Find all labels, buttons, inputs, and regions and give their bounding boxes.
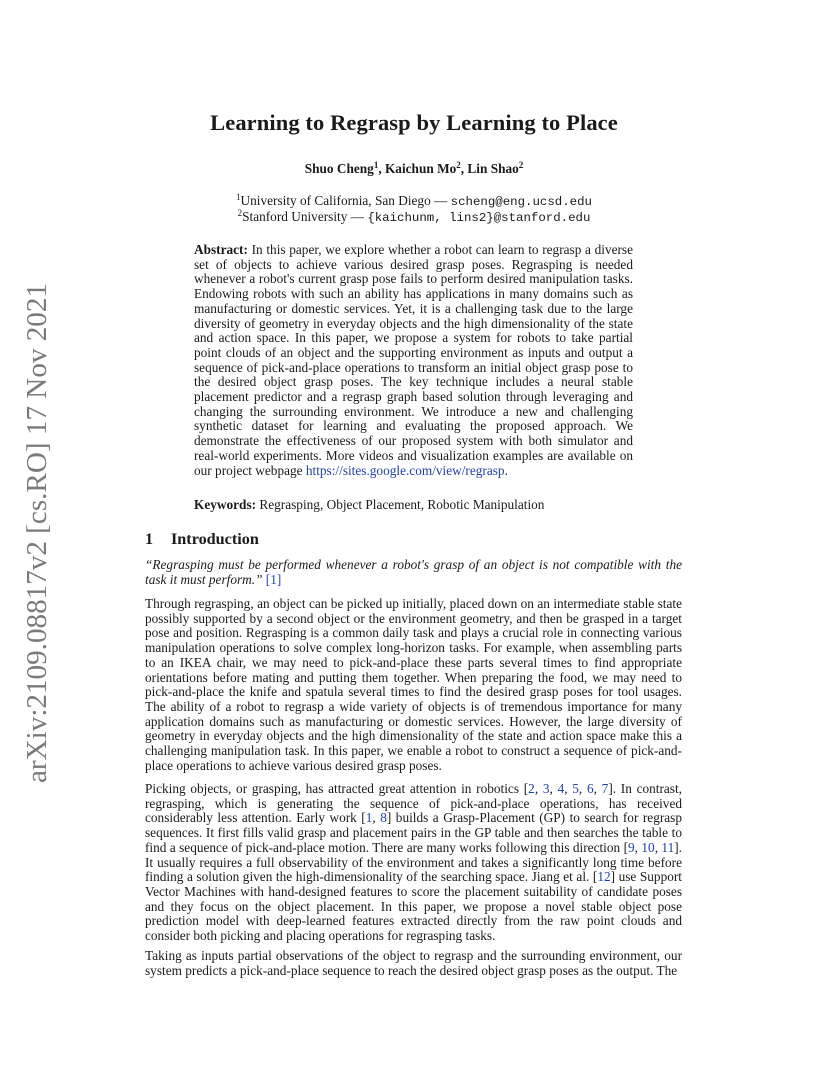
quote-text: “Regrasping must be performed whenever a robot's grasp of an object is not compatible with the task it must perform.” bbox=[145, 557, 682, 587]
paragraph-text: ] builds a Grasp-Placement (GP) to search for regrasp sequences. It first fills valid grasp and placement pairs in the GP table and then searches the table to find a sequence of pick-and-place motion. There are many works following this direction [ bbox=[145, 810, 683, 855]
paragraph-text: Picking objects, or grasping, has attracted great attention in robotics [ bbox=[145, 781, 529, 796]
epigraph-quote bbox=[145, 558, 682, 587]
paragraph: Taking as inputs partial observations of the object to regrasp and the surrounding environment, our system predicts a pick-and-place sequence to reach the desired object grasp poses as the output. The bbox=[145, 948, 682, 978]
author-affiliation-mark: 1 bbox=[373, 160, 379, 170]
abstract bbox=[194, 243, 633, 478]
paper-title: Learning to Regrasp by Learning to Place bbox=[210, 110, 618, 135]
citation-link[interactable]: 12 bbox=[597, 869, 611, 885]
abstract-text: In this paper, we explore whether a robot can learn to regrasp a diverse set of objects to achieve various desired grasp poses. Regrasping is needed whenever a robot's current grasp pose fails to perform desired manipulation tasks. Endowing robots with such an ability has applications in many domains such as manufacturing or domestic services. Yet, it is a challenging task due to the large diversity of geometry in everyday objects and the high dimensionality of the state and action space. In this paper, we propose a system for robots to take partial point clouds of an object and the supporting environment as inputs and output a sequence of pick-and-place operations to transform an initial object grasp pose to the desired object grasp poses. The key technique includes a neural stable placement predictor and a regrasp graph based solution through leveraging and changing the surrounding environment. We introduce a new and challenging synthetic dataset for learning and evaluating the proposed approach. We demonstrate the effectiveness of our proposed system with both simulator and real-world experiments. More videos and visualization examples are available on our project webpage bbox=[194, 242, 634, 478]
affiliation-org: University of California, San Diego — bbox=[240, 193, 451, 208]
section-heading bbox=[145, 530, 259, 549]
keywords bbox=[194, 497, 633, 513]
author-list bbox=[0, 161, 828, 177]
citation-link[interactable]: 7 bbox=[601, 781, 609, 796]
author-affiliation-mark: 2 bbox=[518, 160, 524, 170]
citation-link[interactable]: 9 bbox=[628, 839, 635, 855]
project-webpage-link[interactable]: https://sites.google.com/view/regrasp bbox=[305, 462, 505, 478]
affiliation-line bbox=[0, 209, 828, 225]
author-name: Lin Shao bbox=[467, 161, 519, 176]
affiliation-mark: 1 bbox=[236, 192, 241, 202]
citation-link[interactable]: 1 bbox=[365, 810, 373, 826]
section-title: Introduction bbox=[171, 530, 259, 548]
arxiv-identifier-stamp bbox=[16, 283, 56, 785]
affiliation-email: scheng@eng.ucsd.edu bbox=[450, 195, 592, 209]
arxiv-identifier-text: arXiv:2109.08817v2 [cs.RO] 17 Nov 2021 bbox=[22, 302, 53, 783]
author-affiliation-mark: 2 bbox=[456, 160, 461, 170]
section-number: 1 bbox=[145, 530, 154, 548]
affiliation-mark: 2 bbox=[237, 208, 243, 218]
paragraph-text: ]. It usually requires a full observability of the environment and takes a significantly long time before finding a solution given the high-dimensionality of the searching space. Jiang et al. [ bbox=[145, 839, 682, 885]
affiliation-org: Stanford University — bbox=[242, 209, 368, 224]
keywords-text: Regrasping, Object Placement, Robotic Manipulation bbox=[259, 497, 545, 512]
paragraph-text: ]. In contrast, regrasping, which is generating the sequence of pick-and-place operations, has received considerably less attention. Early work [ bbox=[145, 781, 682, 826]
paragraph: Picking objects, or grasping, has attracted great attention in robotics [2, 3, 4, 5, 6, 7]. In contrast, regrasping, which is generating the sequence of pick-and-place operations, has received considerably less attention. Early work [1, 8] builds a Grasp-Placement (GP) to search for regrasp sequences. It first fills valid grasp and placement pairs in the GP table and then searches the table to find a sequence of pick-and-place motion. There are many works following this direction [9, 10, 11]. It usually requires a full observability of the environment and takes a significantly long time before finding a solution given the high-dimensionality of the searching space. Jiang et al. [12] use Support Vector Machines with hand-designed features to score the placement suitability of candidate poses and they focus on the object placement. In this paper, we propose a novel stable object pose prediction model with deep-learned features extracted directly from the raw point clouds and consider both picking and placing operations for regrasping tasks. bbox=[145, 781, 683, 944]
abstract-end: . bbox=[504, 462, 508, 478]
citation-link[interactable]: 10 bbox=[641, 839, 655, 855]
paragraph: Through regrasping, an object can be picked up initially, placed down on an intermediate stable state possibly supported by a second object or the environment geometry, and then be grasped in a target pose and position. Regrasping is a common daily task and plays a crucial role in connecting various manipulation operations to solve complex long-horizon tasks. For example, when assembling parts to an IKEA chair, we may need to pick-and-place these parts several times to find appropriate orientations before mating and putting them together. When preparing the food, we may need to pick-and-place the knife and spatula several times to find the desired grasp poses for tool usages. The ability of a robot to regrasp a wide variety of objects is of tremendous importance for many application domains such as manufacturing or domestic services. However, the large diversity of geometry in everyday objects and the high dimensionality of the state and action space make this a challenging manipulation task. In this paper, we enable a robot to construct a sequence of pick-and-place operations to achieve various desired grasp poses. bbox=[145, 596, 682, 773]
citation-link[interactable]: 5 bbox=[572, 781, 579, 796]
citation-link[interactable]: 3 bbox=[542, 781, 550, 796]
paragraph-text: ] use Support Vector Machines with hand-designed features to score the placement suitability of candidate poses and they focus on the object placement. In this paper, we propose a novel stable object pose prediction model with deep-learned features extracted directly from the raw point clouds and consider both picking and placing operations for regrasping tasks. bbox=[145, 869, 682, 944]
citation-link[interactable]: 11 bbox=[661, 839, 675, 855]
author-name: Shuo Cheng bbox=[304, 161, 374, 176]
citation-link[interactable]: 2 bbox=[528, 781, 535, 796]
affiliation-email: {kaichunm, lins2}@stanford.edu bbox=[367, 211, 591, 225]
citation-link[interactable]: 6 bbox=[586, 781, 594, 796]
abstract-label: Abstract: bbox=[194, 242, 248, 257]
author-separator: , bbox=[460, 161, 468, 176]
citation-link[interactable]: 8 bbox=[380, 810, 387, 826]
citation-link[interactable]: [1] bbox=[265, 571, 282, 587]
author-separator: , bbox=[378, 161, 385, 176]
citation-link[interactable]: 4 bbox=[557, 781, 565, 796]
author-name: Kaichun Mo bbox=[384, 161, 457, 176]
keywords-label: Keywords: bbox=[194, 497, 257, 512]
affiliation-line bbox=[0, 193, 828, 209]
